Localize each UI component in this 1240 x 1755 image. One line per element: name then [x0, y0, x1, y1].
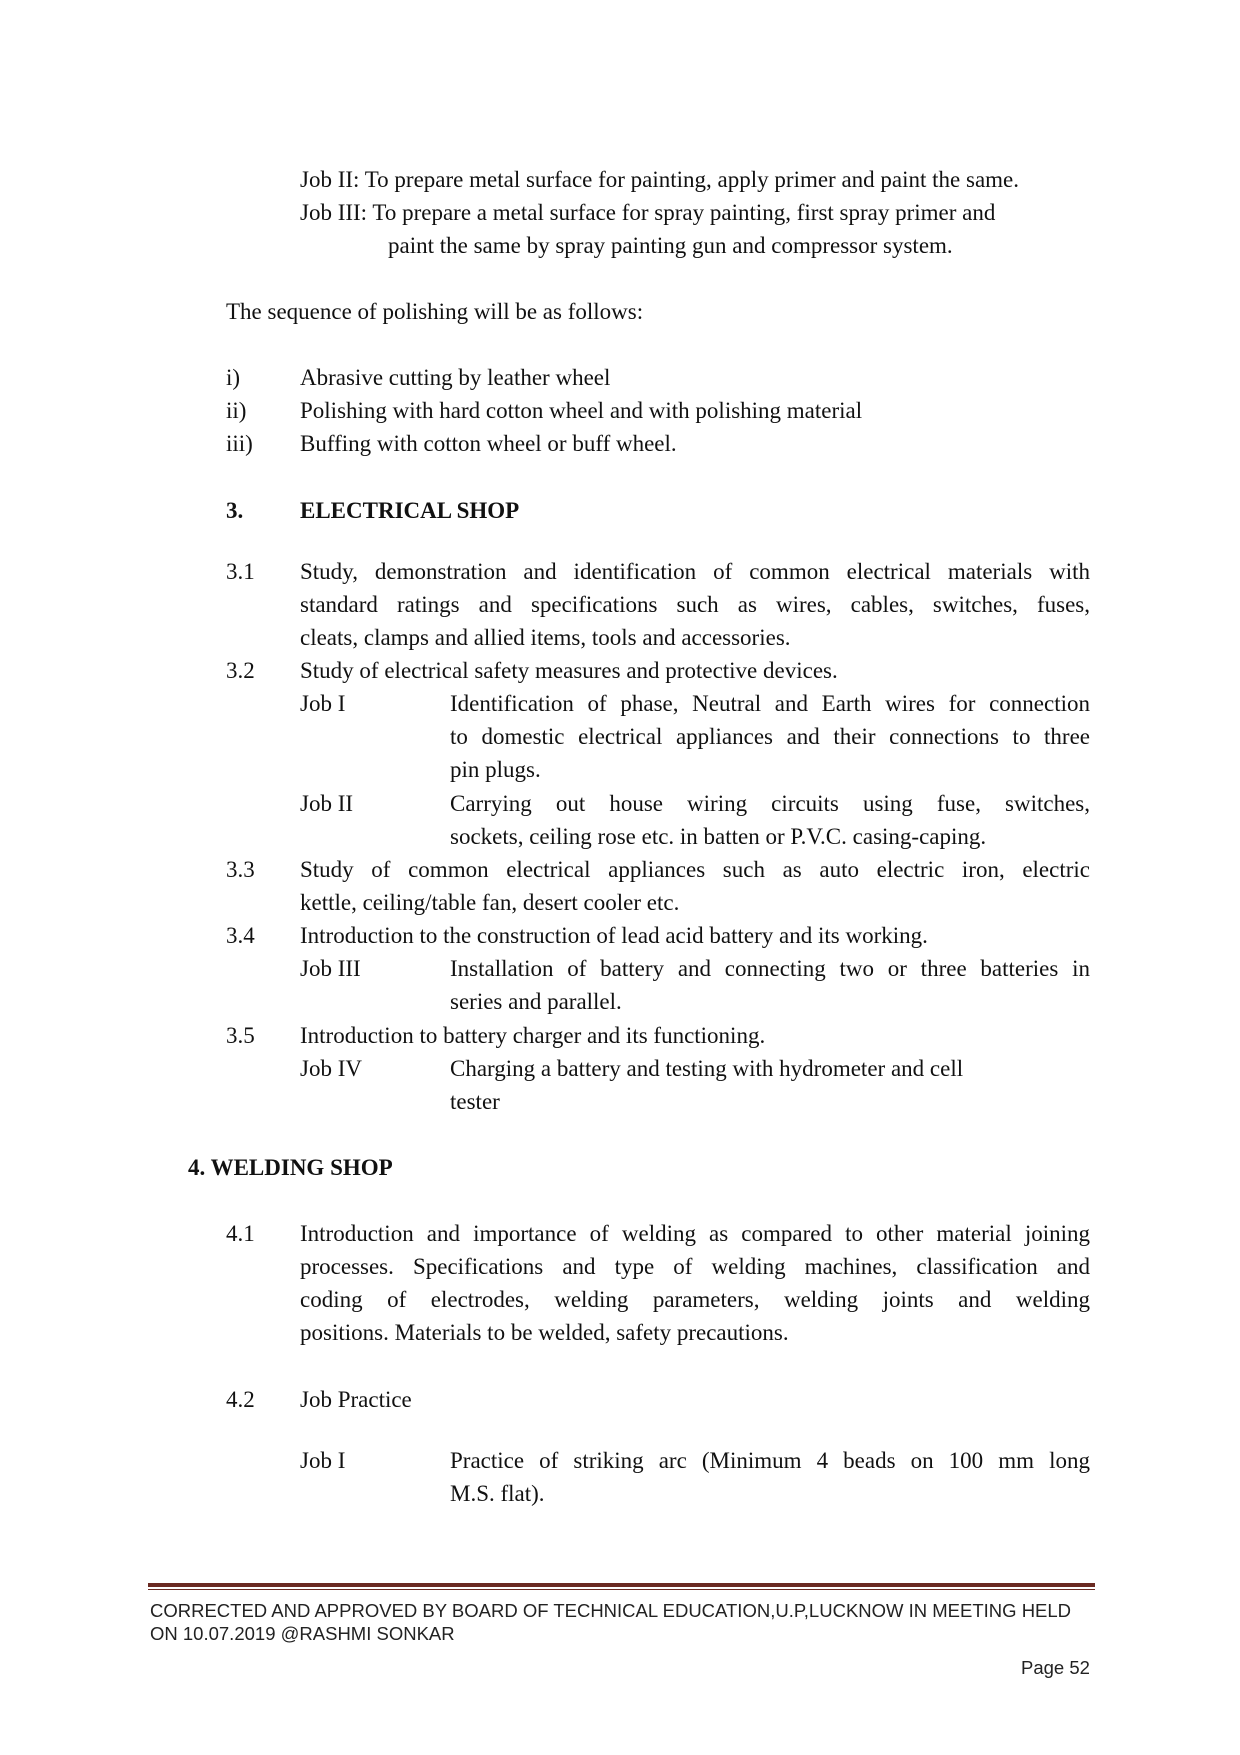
job-2-line-1: Carrying out house wiring circuits using fuse, switches, [450, 791, 1090, 816]
clause-3-2-text: Study of electrical safety measures and protective devices. [300, 658, 838, 683]
clause-number: 3.1 [226, 559, 255, 584]
clause-4-2-text: Job Practice [300, 1387, 412, 1412]
clause-4-1-line-1: Introduction and importance of welding as compared to other material joining [300, 1221, 1090, 1246]
job-1-line-3: pin plugs. [450, 757, 541, 782]
paint-job-2-line: Job II: To prepare metal surface for painting, apply primer and paint the same. [300, 167, 1020, 192]
job-label: Job I [300, 691, 346, 716]
list-item-text: Abrasive cutting by leather wheel [300, 365, 611, 390]
paint-job-3-line-2: paint the same by spray painting gun and compressor system. [388, 233, 953, 258]
list-item-number: i) [226, 365, 241, 390]
list-item-text: Buffing with cotton wheel or buff wheel. [300, 431, 677, 456]
clause-4-1-line-4: positions. Materials to be welded, safety precautions. [300, 1320, 789, 1345]
job-1-line-1: Identification of phase, Neutral and Earth wires for connection [450, 691, 1090, 716]
footer-approval-line-2: ON 10.07.2019 @RASHMI SONKAR [150, 1623, 455, 1644]
clause-number: 3.3 [226, 857, 255, 882]
list-item-number: iii) [226, 431, 253, 456]
welding-job-1-line-2: M.S. flat). [450, 1481, 545, 1506]
list-item-text: Polishing with hard cotton wheel and with polishing material [300, 398, 863, 423]
clause-4-1-line-2: processes. Specifications and type of welding machines, classification and [300, 1254, 1090, 1279]
clause-3-4-text: Introduction to the construction of lead acid battery and its working. [300, 923, 928, 948]
clause-number: 4.1 [226, 1221, 255, 1246]
job-label: Job IV [300, 1056, 362, 1081]
paint-job-3-line-1: Job III: To prepare a metal surface for spray painting, first spray primer and [300, 200, 996, 225]
job-label: Job II [300, 791, 354, 816]
welding-job-1-line-1: Practice of striking arc (Minimum 4 beads on 100 mm long [450, 1448, 1090, 1473]
clause-3-5-text: Introduction to battery charger and its functioning. [300, 1023, 766, 1048]
job-label: Job I [300, 1448, 346, 1473]
clause-3-3-line-1: Study of common electrical appliances such as auto electric iron, electric [300, 857, 1090, 882]
clause-number: 3.4 [226, 923, 255, 948]
clause-number: 3.2 [226, 658, 255, 683]
clause-3-1-line-2: standard ratings and specifications such as wires, cables, switches, fuses, [300, 592, 1090, 617]
job-1-line-2: to domestic electrical appliances and their connections to three [450, 724, 1090, 749]
clause-number: 4.2 [226, 1387, 255, 1412]
list-item-number: ii) [226, 398, 247, 423]
clause-3-3-line-2: kettle, ceiling/table fan, desert cooler etc. [300, 890, 680, 915]
job-3-line-2: series and parallel. [450, 989, 622, 1014]
section-3-title: ELECTRICAL SHOP [300, 498, 520, 523]
job-4-line-2: tester [450, 1089, 500, 1114]
section-4-title: 4. WELDING SHOP [188, 1155, 393, 1180]
job-4-line-1: Charging a battery and testing with hydrometer and cell [450, 1056, 964, 1081]
polishing-heading: The sequence of polishing will be as follows: [226, 299, 644, 324]
job-2-line-2: sockets, ceiling rose etc. in batten or P.V.C. casing-caping. [450, 824, 987, 849]
footer-approval-line-1: CORRECTED AND APPROVED BY BOARD OF TECHNICAL EDUCATION,U.P,LUCKNOW IN MEETING HELD [150, 1600, 1072, 1621]
clause-number: 3.5 [226, 1023, 255, 1048]
clause-4-1-line-3: coding of electrodes, welding parameters, welding joints and welding [300, 1287, 1090, 1312]
footer-rule-thin [148, 1589, 1095, 1590]
job-label: Job III [300, 956, 361, 981]
clause-3-1-line-1: Study, demonstration and identification of common electrical materials with [300, 559, 1090, 584]
page-number: Page 52 [1021, 1657, 1090, 1678]
footer-rule [148, 1583, 1095, 1587]
job-3-line-1: Installation of battery and connecting two or three batteries in [450, 956, 1090, 981]
clause-3-1-line-3: cleats, clamps and allied items, tools and accessories. [300, 625, 791, 650]
section-3-number: 3. [226, 498, 244, 523]
